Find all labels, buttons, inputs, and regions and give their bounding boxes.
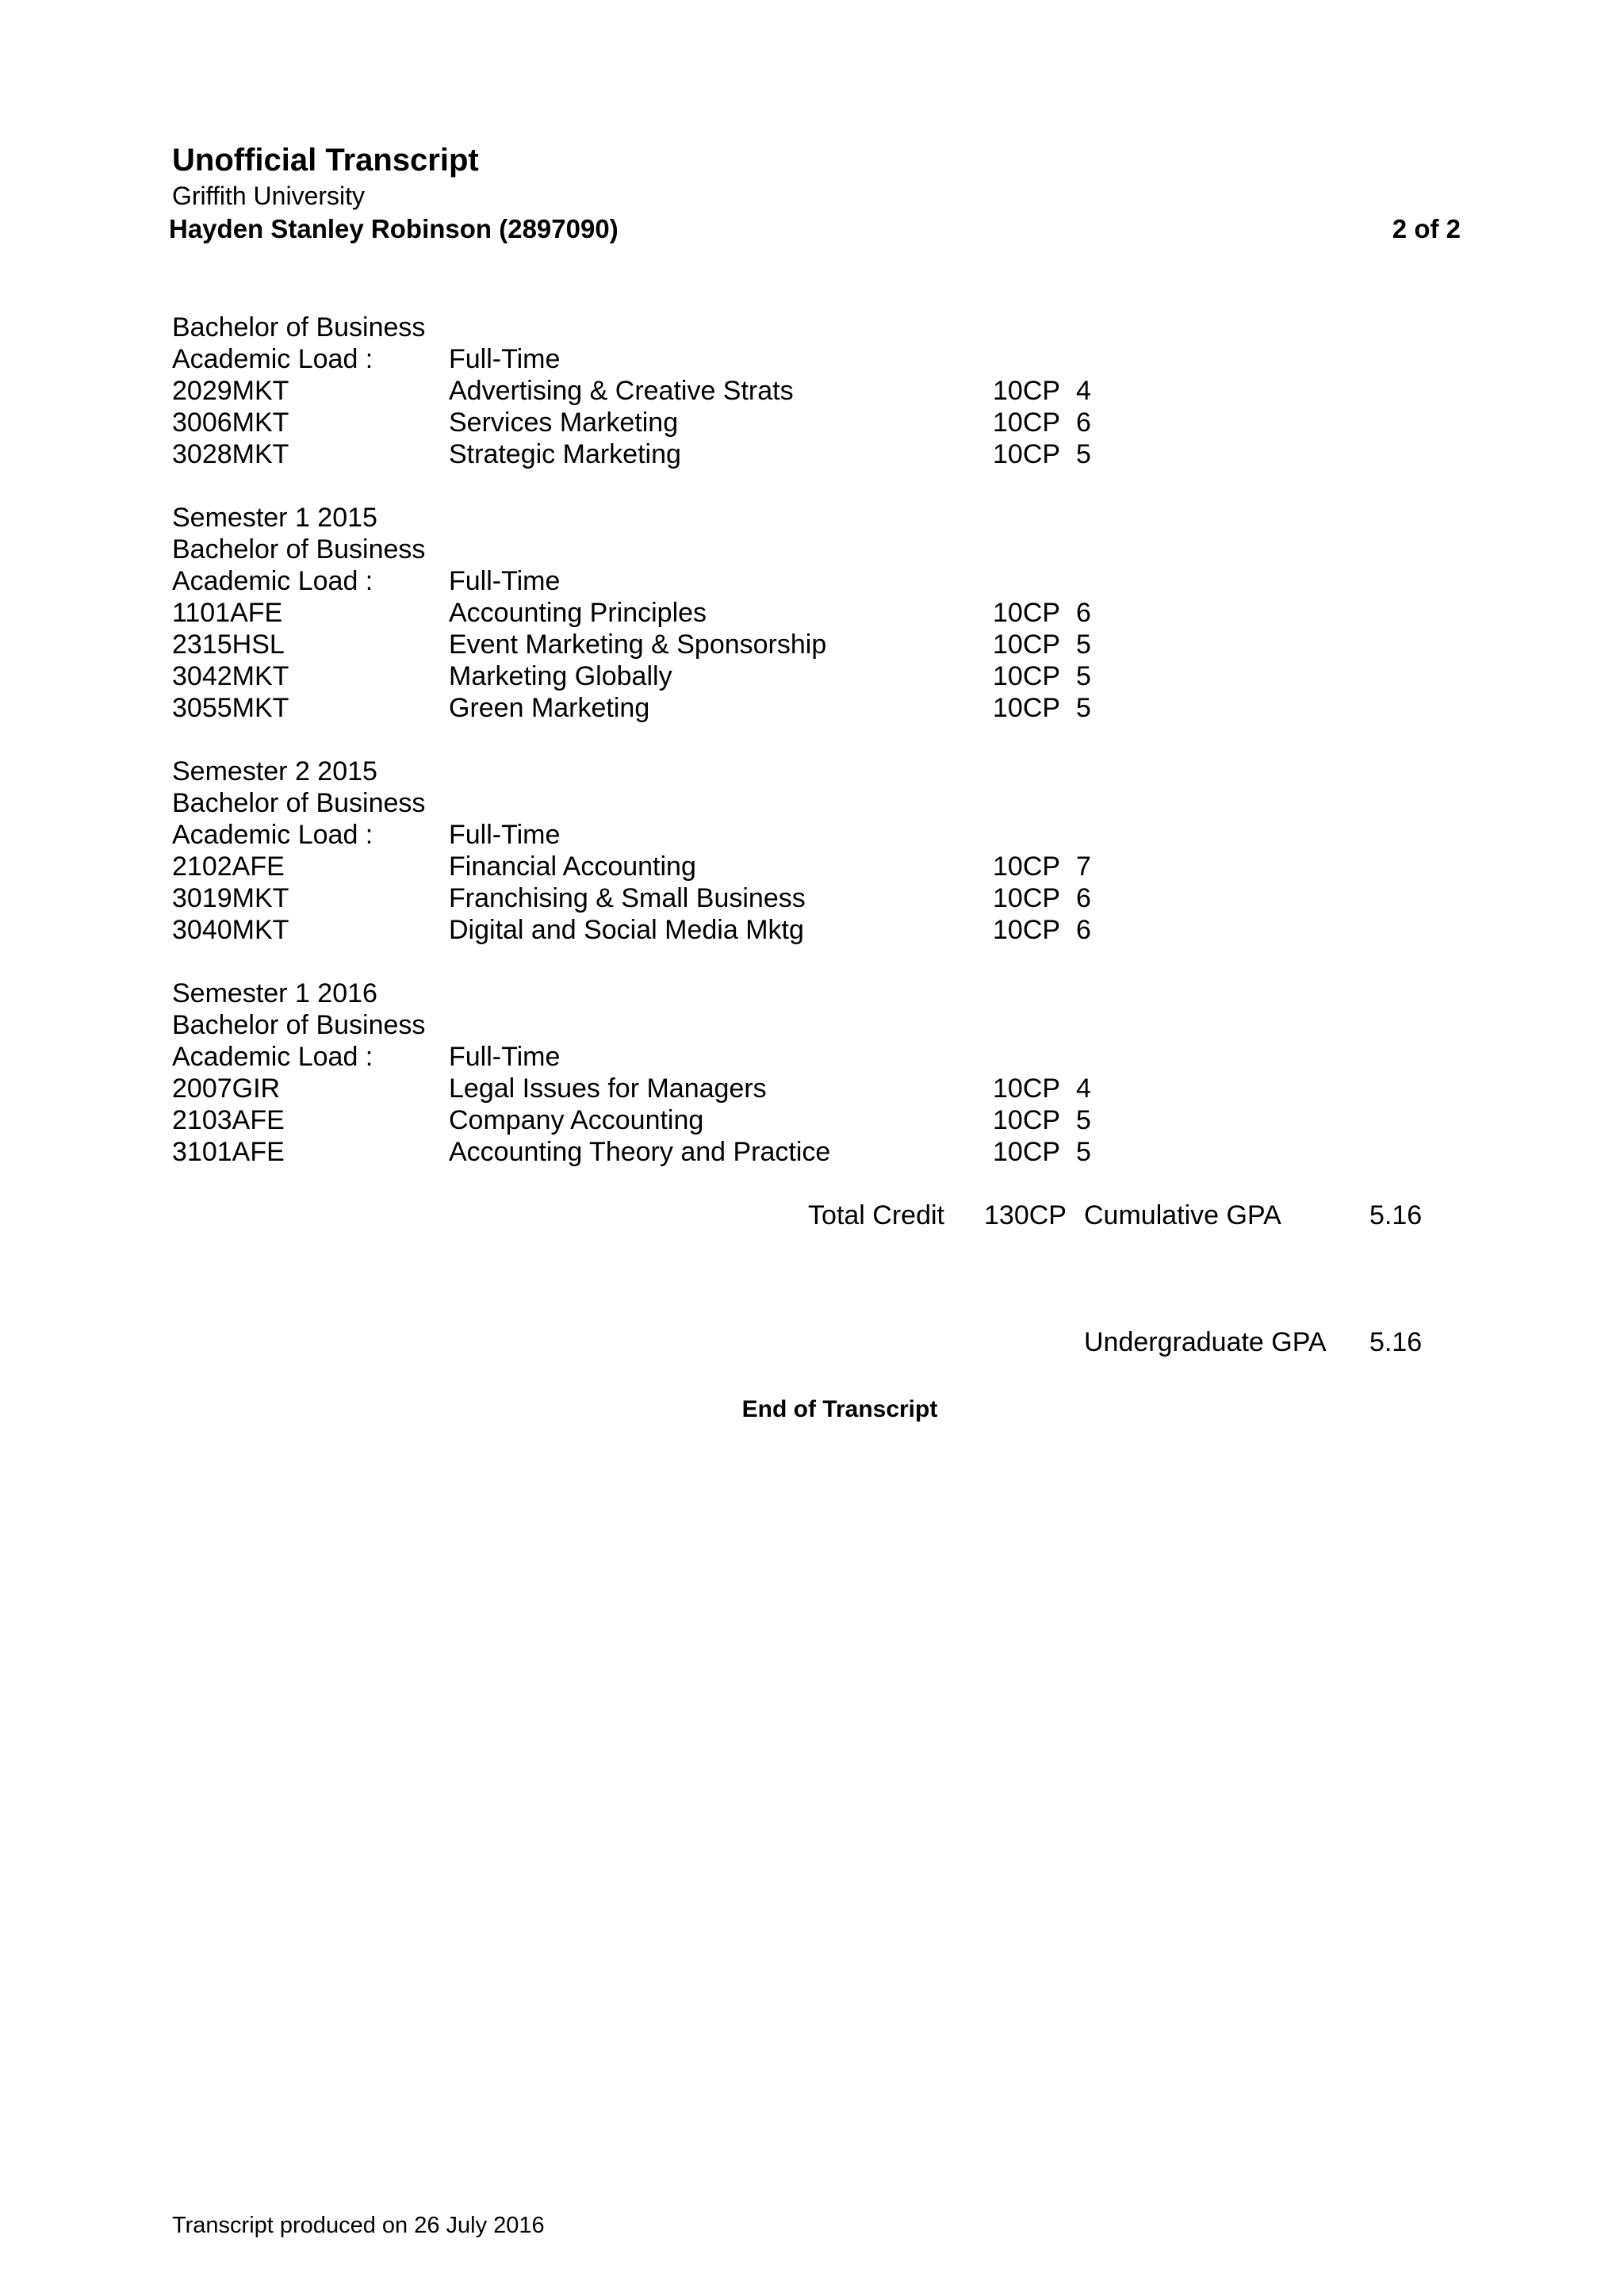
course-credit: 10CP	[993, 1105, 1061, 1135]
course-credit: 10CP	[993, 408, 1061, 438]
term-label: Semester 1 2015	[172, 503, 377, 533]
course-row	[0, 914, 1624, 946]
course-code: 3101AFE	[172, 1137, 285, 1167]
term-row	[0, 978, 1624, 1009]
course-grade: 5	[1076, 693, 1091, 723]
course-grade: 4	[1076, 1073, 1091, 1104]
course-code: 3028MKT	[172, 439, 289, 469]
production-date: Transcript produced on 26 July 2016	[172, 2213, 545, 2238]
academic-load-label: Academic Load :	[172, 344, 373, 374]
course-code: 3019MKT	[172, 883, 289, 913]
undergraduate-gpa-row	[0, 1326, 1624, 1358]
page-number: 2 of 2	[1392, 214, 1461, 243]
academic-load-value: Full-Time	[449, 344, 561, 374]
course-name: Green Marketing	[449, 693, 650, 723]
course-credit: 10CP	[993, 661, 1061, 691]
course-grade: 6	[1076, 915, 1091, 945]
course-grade: 7	[1076, 851, 1091, 882]
document-title: Unofficial Transcript	[172, 143, 479, 178]
course-code: 3042MKT	[172, 661, 289, 691]
course-credit: 10CP	[993, 851, 1061, 882]
academic-load-row	[0, 819, 1624, 851]
course-grade: 5	[1076, 1137, 1091, 1167]
program-name: Bachelor of Business	[172, 788, 426, 818]
course-code: 2029MKT	[172, 376, 289, 406]
program-row	[0, 534, 1624, 565]
course-credit: 10CP	[993, 1137, 1061, 1167]
course-grade: 4	[1076, 376, 1091, 406]
course-row	[0, 851, 1624, 882]
course-name: Accounting Theory and Practice	[449, 1137, 831, 1167]
course-name: Digital and Social Media Mktg	[449, 915, 804, 945]
student-name-id: Hayden Stanley Robinson (2897090)	[169, 214, 619, 243]
course-credit: 10CP	[993, 598, 1061, 628]
course-grade: 6	[1076, 598, 1091, 628]
course-name: Legal Issues for Managers	[449, 1073, 767, 1104]
total-credit-value: 130CP	[984, 1200, 1067, 1230]
term-label: Semester 2 2015	[172, 756, 377, 786]
course-code: 3055MKT	[172, 693, 289, 723]
course-row	[0, 375, 1624, 407]
course-name: Marketing Globally	[449, 661, 672, 691]
course-row	[0, 1136, 1624, 1168]
undergraduate-gpa-value: 5.16	[1369, 1327, 1423, 1357]
academic-load-row	[0, 1041, 1624, 1073]
course-credit: 10CP	[993, 1073, 1061, 1104]
program-name: Bachelor of Business	[172, 1010, 426, 1040]
course-name: Company Accounting	[449, 1105, 704, 1135]
program-row	[0, 312, 1624, 343]
course-row	[0, 882, 1624, 914]
course-grade: 5	[1076, 629, 1091, 660]
course-credit: 10CP	[993, 693, 1061, 723]
course-grade: 5	[1076, 1105, 1091, 1135]
course-credit: 10CP	[993, 439, 1061, 469]
course-row	[0, 438, 1624, 470]
academic-load-label: Academic Load :	[172, 1042, 373, 1072]
academic-load-value: Full-Time	[449, 566, 561, 596]
course-row	[0, 407, 1624, 438]
course-name: Strategic Marketing	[449, 439, 681, 469]
institution-name: Griffith University	[172, 182, 366, 210]
academic-load-value: Full-Time	[449, 820, 561, 850]
course-row	[0, 1104, 1624, 1136]
course-credit: 10CP	[993, 915, 1061, 945]
term-row	[0, 756, 1624, 787]
course-code: 2315HSL	[172, 629, 285, 660]
cumulative-gpa-value: 5.16	[1369, 1200, 1423, 1230]
cumulative-gpa-label: Cumulative GPA	[1084, 1200, 1281, 1230]
academic-load-label: Academic Load :	[172, 566, 373, 596]
undergraduate-gpa-label: Undergraduate GPA	[1084, 1327, 1327, 1357]
course-code: 3006MKT	[172, 408, 289, 438]
course-name: Services Marketing	[449, 408, 679, 438]
term-label: Semester 1 2016	[172, 978, 377, 1008]
term-row	[0, 502, 1624, 534]
course-row	[0, 1073, 1624, 1104]
program-row	[0, 1009, 1624, 1041]
course-code: 1101AFE	[172, 598, 283, 628]
course-row	[0, 597, 1624, 629]
course-name: Advertising & Creative Strats	[449, 376, 794, 406]
course-name: Accounting Principles	[449, 598, 707, 628]
course-grade: 5	[1076, 439, 1091, 469]
course-credit: 10CP	[993, 629, 1061, 660]
course-name: Event Marketing & Sponsorship	[449, 629, 827, 660]
program-row	[0, 787, 1624, 819]
course-grade: 5	[1076, 661, 1091, 691]
program-name: Bachelor of Business	[172, 312, 426, 342]
course-grade: 6	[1076, 883, 1091, 913]
program-name: Bachelor of Business	[172, 534, 426, 564]
course-code: 2102AFE	[172, 851, 285, 882]
course-name: Franchising & Small Business	[449, 883, 806, 913]
total-credit-label: Total Credit	[808, 1200, 944, 1230]
course-row	[0, 660, 1624, 692]
course-code: 2007GIR	[172, 1073, 281, 1104]
course-credit: 10CP	[993, 376, 1061, 406]
course-row	[0, 692, 1624, 724]
academic-load-value: Full-Time	[449, 1042, 561, 1072]
end-of-transcript: End of Transcript	[741, 1396, 938, 1422]
course-code: 2103AFE	[172, 1105, 285, 1135]
course-code: 3040MKT	[172, 915, 289, 945]
course-grade: 6	[1076, 408, 1091, 438]
course-credit: 10CP	[993, 883, 1061, 913]
course-name: Financial Accounting	[449, 851, 696, 882]
totals-row	[0, 1200, 1624, 1231]
academic-load-row	[0, 565, 1624, 597]
course-row	[0, 629, 1624, 660]
academic-load-row	[0, 343, 1624, 375]
academic-load-label: Academic Load :	[172, 820, 373, 850]
